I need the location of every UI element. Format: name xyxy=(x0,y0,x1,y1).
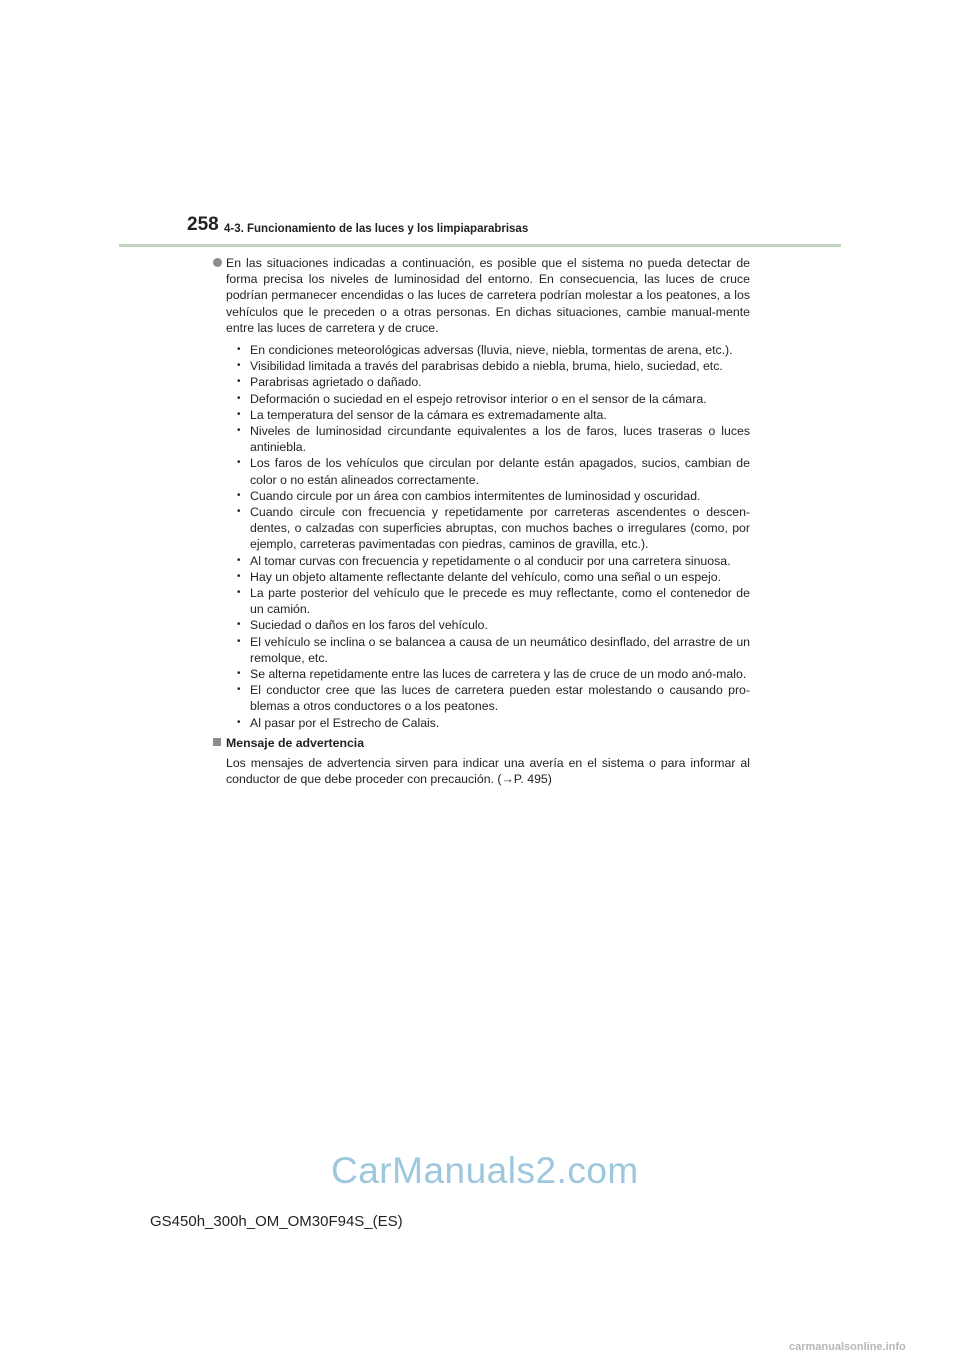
arrow-icon: → xyxy=(501,772,514,787)
list-item-text: Niveles de luminosidad circundante equivalentes a los de faros, luces traseras o luces antiniebla. xyxy=(250,424,750,455)
list-item xyxy=(237,585,750,617)
bullet-icon: • xyxy=(237,668,241,680)
footer-model-code: GS450h_300h_OM_OM30F94S_(ES) xyxy=(150,1213,403,1230)
warning-paragraph xyxy=(213,755,750,787)
warning-heading-text: Mensaje de advertencia xyxy=(226,735,365,750)
list-item xyxy=(237,391,750,407)
list-item-text: El conductor cree que las luces de carretera pueden estar molestando o causando pro-blemas a otros conductores o a los peatones. xyxy=(250,683,750,714)
bullet-icon: • xyxy=(237,619,241,631)
list-item xyxy=(237,374,750,390)
bullet-icon: • xyxy=(237,360,241,372)
list-item xyxy=(237,407,750,423)
list-item xyxy=(237,342,750,358)
warning-heading xyxy=(213,735,750,751)
list-item xyxy=(237,666,750,682)
page-number: 258 xyxy=(187,214,219,235)
intro-text: En las situaciones indicadas a continuación, es posible que el sistema no pueda detectar de forma precisa los niveles de luminosidad del entorno. En consecuencia, las luces de cruce podrían permanecer encendidas o las luces de carretera podrían molestar a los peatones, a los vehículos que le preceden o a otras personas. En dichas situaciones, cambie manual-mente entre las luces de carretera y de cruce. xyxy=(226,256,750,335)
list-item xyxy=(237,634,750,666)
list-item-text: Deformación o suciedad en el espejo retrovisor interior o en el sensor de la cámara. xyxy=(250,391,707,406)
bullet-icon: • xyxy=(237,457,241,469)
list-item-text: Se alterna repetidamente entre las luces de carretera y las de cruce de un modo anó-malo. xyxy=(250,667,747,682)
list-item-text: Suciedad o daños en los faros del vehículo. xyxy=(250,618,488,633)
list-item xyxy=(237,504,750,553)
list-item xyxy=(237,488,750,504)
bullet-icon: • xyxy=(237,408,241,420)
gray-circle-icon xyxy=(213,258,222,267)
list-item xyxy=(237,358,750,374)
bullet-icon: • xyxy=(237,344,241,356)
gray-square-icon xyxy=(213,738,221,746)
list-item-text: Al pasar por el Estrecho de Calais. xyxy=(250,715,440,730)
list-item-text: Los faros de los vehículos que circulan por delante están apagados, sucios, cambian de color o no están alineados correctamente. xyxy=(250,456,750,487)
warning-text: Los mensajes de advertencia sirven para indicar una avería en el sistema o para informar al conductor de que debe proceder con precaución. ( xyxy=(226,756,750,787)
bullet-icon: • xyxy=(237,506,241,518)
list-item xyxy=(237,715,750,731)
list-item xyxy=(237,682,750,714)
list-item xyxy=(237,553,750,569)
list-item-text: La parte posterior del vehículo que le precede es muy reflectante, como el contenedor de un camión. xyxy=(250,586,750,617)
header-divider xyxy=(119,244,841,247)
bullet-icon: • xyxy=(237,554,241,566)
bullet-icon: • xyxy=(237,376,241,388)
bullet-icon: • xyxy=(237,684,241,696)
list-item xyxy=(237,455,750,487)
list-item-text: El vehículo se inclina o se balancea a causa de un neumático desinflado, del arrastre de un remolque, etc. xyxy=(250,634,750,665)
watermark-corner: carmanualsonline.info xyxy=(789,1341,906,1353)
page-reference-link[interactable]: P. 495) xyxy=(513,772,552,787)
bullet-icon: • xyxy=(237,425,241,437)
section-title: 4-3. Funcionamiento de las luces y los limpiaparabrisas xyxy=(224,223,529,235)
bullet-icon: • xyxy=(237,635,241,647)
list-item xyxy=(237,617,750,633)
list-item-text: Parabrisas agrietado o dañado. xyxy=(250,375,422,390)
main-content xyxy=(213,255,750,788)
bullet-icon: • xyxy=(237,489,241,501)
list-item xyxy=(237,423,750,455)
intro-paragraph xyxy=(213,255,750,336)
bullet-icon: • xyxy=(237,587,241,599)
bullet-icon: • xyxy=(237,570,241,582)
list-item-text: En condiciones meteorológicas adversas (lluvia, nieve, niebla, tormentas de arena, etc.). xyxy=(250,343,733,358)
list-item-text: Visibilidad limitada a través del parabrisas debido a niebla, bruma, hielo, suciedad, etc. xyxy=(250,359,723,374)
list-item xyxy=(237,569,750,585)
bullet-icon: • xyxy=(237,716,241,728)
conditions-list xyxy=(213,342,750,731)
bullet-icon: • xyxy=(237,392,241,404)
list-item-text: Al tomar curvas con frecuencia y repetidamente o al conducir por una carretera sinuosa. xyxy=(250,553,731,568)
list-item-text: La temperatura del sensor de la cámara es extremadamente alta. xyxy=(250,407,607,422)
list-item-text: Hay un objeto altamente reflectante delante del vehículo, como una señal o un espejo. xyxy=(250,569,722,584)
watermark-logo: CarManuals2.com xyxy=(331,1150,639,1191)
list-item-text: Cuando circule por un área con cambios intermitentes de luminosidad y oscuridad. xyxy=(250,488,701,503)
list-item-text: Cuando circule con frecuencia y repetidamente por carreteras ascendentes o descen-dentes, o calzadas con superficies abruptas, con muchos baches o irregulares (como, por ejemplo, carreteras pavimentadas con piedras, caminos de gravilla, etc.). xyxy=(250,505,750,552)
